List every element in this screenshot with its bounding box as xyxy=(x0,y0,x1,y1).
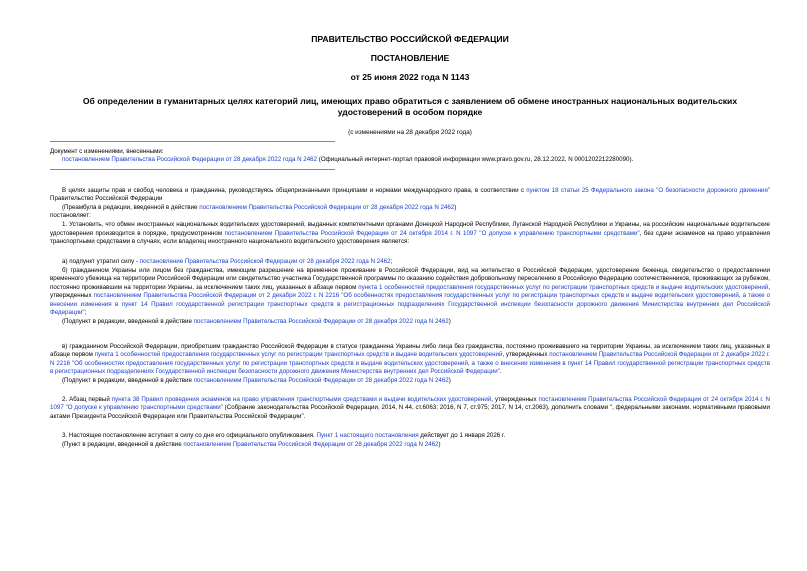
item-3-paragraph: 3. Настоящее постановление вступает в силу со дня его официального опубликования. Пункт 1 настоящего постановления действует до 1 января 2026 г. xyxy=(62,432,506,440)
item-2-decree-1097-link[interactable]: постановлением Правительства Российской Федерации от 24 октября 2014 г. N 1097 "О допуске к управлению транспортными средствами" xyxy=(50,395,770,412)
changes-top-rule xyxy=(50,141,335,142)
doc-date-heading: от 25 июня 2022 года N 1143 xyxy=(350,72,470,82)
changes-list: постановлением Правительства Российской Федерации от 28 декабря 2022 года N 2462 (Официальный интернет-портал правовой информации www.pravo.gov.ru, 28.12.2022, N 0001202212280090). xyxy=(62,156,634,164)
issuer-heading: ПРАВИТЕЛЬСТВО РОССИЙСКОЙ ФЕДЕРАЦИИ xyxy=(311,34,509,44)
item-c-features-link[interactable]: пункта 1 особенностей предоставления государственных услуг по регистрации транспортных средств и выдаче водительских удостоверений xyxy=(94,351,503,359)
point-1-link[interactable]: Пункт 1 настоящего постановления xyxy=(316,432,419,440)
item-a-amendment-link[interactable]: постановление Правительства Российской Федерации от 28 декабря 2022 года N 2462 xyxy=(139,257,391,265)
item-1-paragraph: 1. Установить, что обмен иностранных национальных водительских удостоверений, выданных компетентными органами Донецкой Народной Республики, Луганской Народной Республики и Украины, на российские национальные водительские удостоверения производится в порядке, предусмотренном постановлением Правительства Российской Федерации от 24 октября 2014 г. N 1097 "О допуске к управлению транспортными средствами", без сдачи экзаменов на право управления транспортными средствами в случаях, если владелец иностранного национального водительского удостоверения является: xyxy=(50,221,770,246)
decree-word: постановляет: xyxy=(50,212,91,220)
item-c-decree-2216-link[interactable]: постановлением Правительства Российской Федерации от 2 декабря 2022 г. N 2216 "Об особенностях предоставления государственных услуг по регистрации транспортных средств и выдаче водительских удостоверений, а также о внесении изменения в пункт 14 Правил государственной регистрации транспортных средств в регистрационных подразделениях Государственной инспекции безопасности дорожного движения Министерства внутренних дел Российской Федерации" xyxy=(50,351,770,376)
item-b-decree-2216-link[interactable]: постановлением Правительства Российской Федерации от 2 декабря 2022 г. N 2216 "Об особенностях предоставления государственных услуг по регистрации транспортных средств и выдаче водительских удостоверений, а также о внесении изменения в пункт 14 Правил государственной регистрации транспортных средств в регистрационных подразделениях Государственной инспекции безопасности дорожного движения Министерства внутренних дел Российской Федерации" xyxy=(50,292,771,317)
item-2-paragraph: 2. Абзац первый пункта 38 Правил проведения экзаменов на право управления транспортными средствами и выдачи водительских удостоверений, утвержденных постановлением Правительства Российской Федерации от 24 октября 2014 г. N 1097 "О допуске к управлению транспортными средствами" (Собрание законодательства Российской Федерации, 2014, N 44, ст.6063; 2016, N 7, ст.975; 2017, N 14, ст.2063), дополнить словами ", федеральными законами, нормативными правовыми актами Президента Российской Федерации или Правительства Российской Федерации". xyxy=(50,395,770,420)
document-page xyxy=(50,34,770,449)
edition-note: (с изменениями на 28 декабря 2022 года) xyxy=(348,129,472,136)
doc-title: Об определении в гуманитарных целях категорий лиц, имеющих право обратиться с заявлением об обмене иностранных национальных водительских удостоверений в особом порядке xyxy=(82,96,738,117)
exam-rules-link[interactable]: пункта 38 Правил проведения экзаменов на право управления транспортными средствами и выдачи водительских удостоверений xyxy=(111,395,492,403)
item-3-amendment-link[interactable]: постановлением Правительства Российской Федерации от 28 декабря 2022 года N 2462 xyxy=(183,440,439,448)
amendment-link[interactable]: постановлением Правительства Российской Федерации от 28 декабря 2022 года N 2462 xyxy=(62,156,318,164)
preamble-paragraph: В целях защиты прав и свобод человека и гражданина, руководствуясь общепризнанными принципами и нормами международного права, в соответствии с пунктом 18 статьи 25 Федерального закона "О безопасности дорожного движения" Правительство Российской Федерации xyxy=(50,186,770,203)
item-b-amendment-link[interactable]: постановлением Правительства Российской Федерации от 28 декабря 2022 года N 2462 xyxy=(193,317,449,325)
traffic-law-link[interactable]: пунктом 18 статьи 25 Федерального закона "О безопасности дорожного движения" xyxy=(526,186,770,194)
item-c-note: (Подпункт в редакции, введенной в действие постановлением Правительства Российской Федерации от 28 декабря 2022 года N 2462) xyxy=(62,376,451,384)
preamble-amendment-link[interactable]: постановлением Правительства Российской Федерации от 28 декабря 2022 года N 2462 xyxy=(199,203,455,211)
item-b-paragraph: б) гражданином Украины или лицом без гражданства, имеющим разрешение на временное проживание в Российской Федерации, вид на жительство в Российской Федерации, удостоверение беженца, свидетельство о предоставлении временного убежища на территории Российской Федерации или свидетельство участника Государственной программы по оказанию содействия добровольному переселению в Российскую Федерацию соотечественников, проживающих за рубежом, постоянно проживавшим на территории Украины, за исключением таких лиц, указанных в абзаце первом пункта 1 особенностей предоставления государственных услуг по регистрации транспортных средств и выдаче водительских удостоверений, утвержденных постановлением Правительства Российской Федерации от 2 декабря 2022 г. N 2216 "Об особенностях предоставления государственных услуг по регистрации транспортных средств и выдаче водительских удостоверений, а также о внесении изменения в пункт 14 Правил государственной регистрации транспортных средств в регистрационных подразделениях Государственной инспекции безопасности дорожного движения Министерства внутренних дел Российской Федерации"; xyxy=(50,267,771,317)
item-b-features-link[interactable]: пункта 1 особенностей предоставления государственных услуг по регистрации транспортных средств и выдаче водительских удостоверений xyxy=(358,283,769,291)
item-c-paragraph: в) гражданином Российской Федерации, приобретшим гражданство Российской Федерации в статусе гражданина Украины либо лица без гражданства, постоянно проживавшего на территории Украины, за исключением таких лиц, указанных в абзаце первом пункта 1 особенностей предоставления государственных услуг по регистрации транспортных средств и выдаче водительских удостоверений, утвержденных постановлением Правительства Российской Федерации от 2 декабря 2022 г. N 2216 "Об особенностях предоставления государственных услуг по регистрации транспортных средств и выдаче водительских удостоверений, а также о внесении изменения в пункт 14 Правил государственной регистрации транспортных средств в регистрационных подразделениях Государственной инспекции безопасности дорожного движения Министерства внутренних дел Российской Федерации". xyxy=(50,342,770,376)
decree-1097-link[interactable]: постановлением Правительства Российской Федерации от 24 октября 2014 г. N 1097 "О допуске к управлению транспортными средствами" xyxy=(224,229,640,237)
item-c-amendment-link[interactable]: постановлением Правительства Российской Федерации от 28 декабря 2022 года N 2462 xyxy=(193,376,449,384)
item-3-note: (Пункт в редакции, введенной в действие постановлением Правительства Российской Федерации от 28 декабря 2022 года N 2462) xyxy=(62,440,441,448)
changes-intro: Документ с изменениями, внесенными: xyxy=(50,148,164,155)
changes-bottom-rule xyxy=(50,169,335,170)
preamble-note: (Преамбула в редакции, введенной в действие постановлением Правительства Российской Федерации от 28 декабря 2022 года N 2462) xyxy=(62,203,457,211)
doc-type-heading: ПОСТАНОВЛЕНИЕ xyxy=(370,53,450,63)
item-a-paragraph: а) подпункт утратил силу - постановление Правительства Российской Федерации от 28 декабря 2022 года N 2462; xyxy=(62,257,393,265)
item-b-note: (Подпункт в редакции, введенной в действие постановлением Правительства Российской Федерации от 28 декабря 2022 года N 2462) xyxy=(62,317,451,325)
